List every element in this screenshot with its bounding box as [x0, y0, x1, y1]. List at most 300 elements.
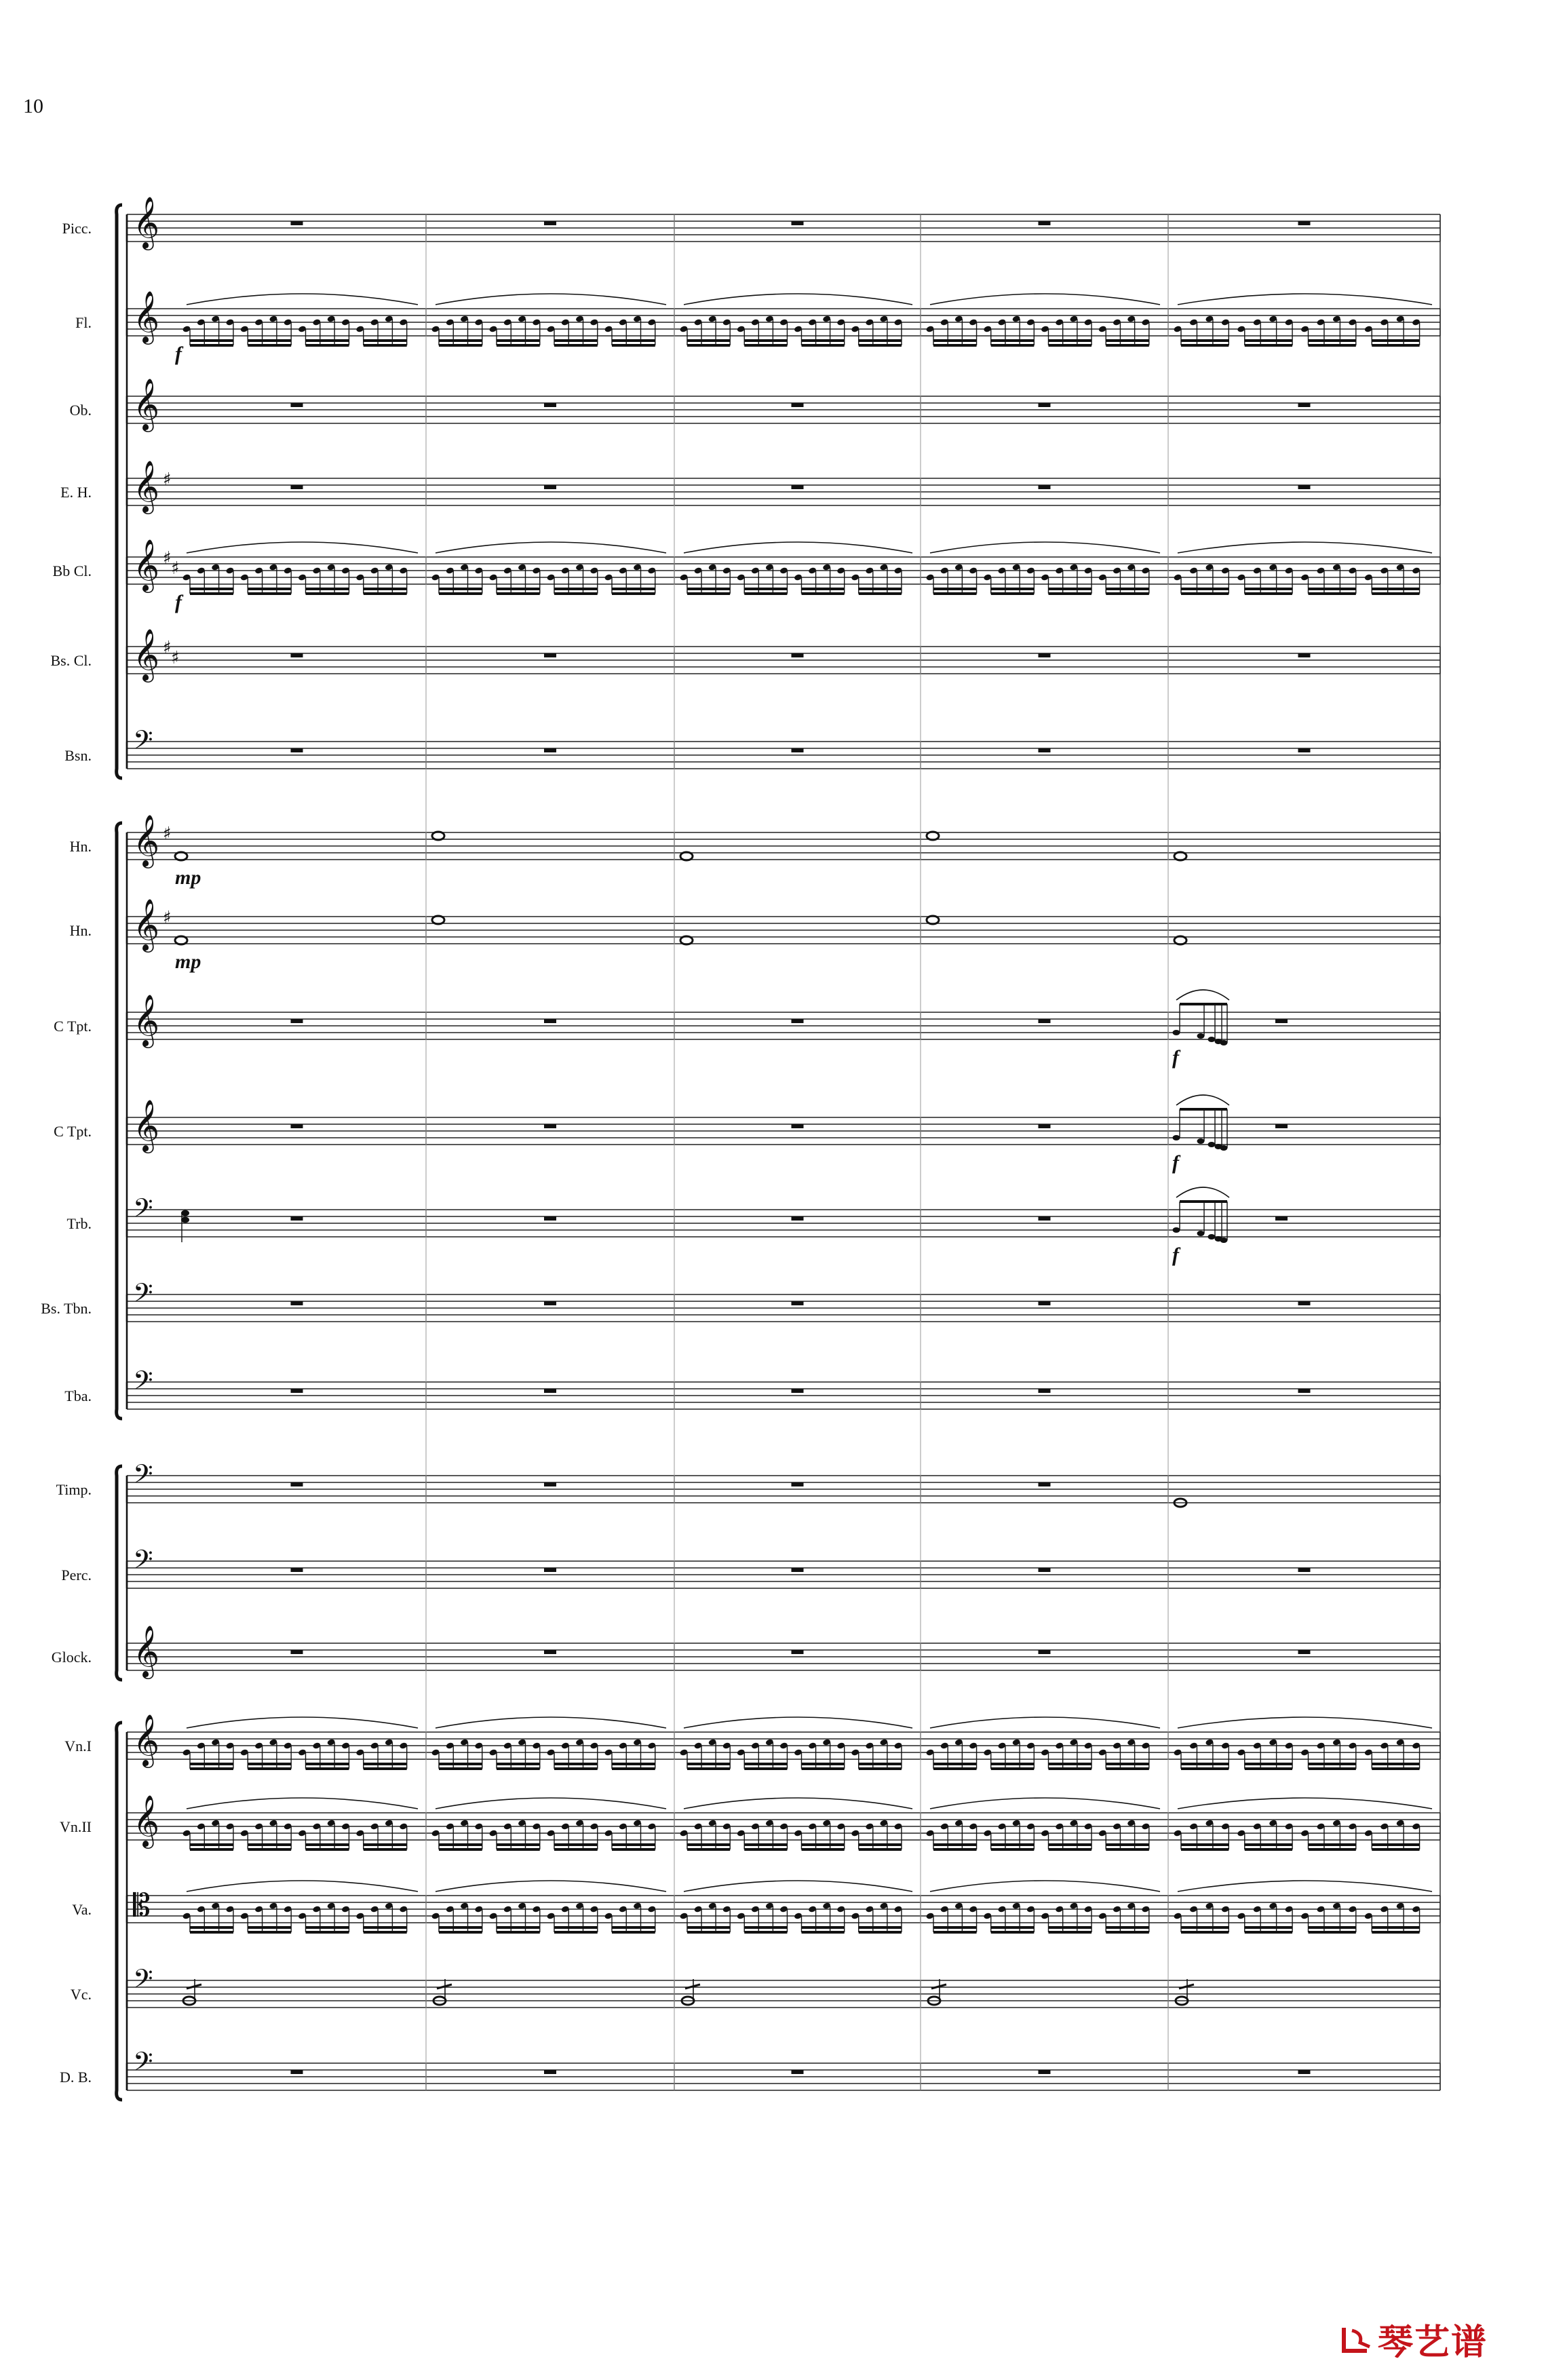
whole-rest: [544, 1216, 556, 1221]
beam: [554, 592, 598, 595]
whole-rest: [1298, 403, 1311, 407]
tremolo-stroke: [437, 1984, 452, 1989]
beam: [687, 344, 730, 347]
beam: [1181, 588, 1229, 590]
beam: [802, 344, 845, 347]
beam: [687, 1926, 730, 1929]
instrument-label: Ob.: [69, 402, 92, 419]
beam: [1372, 339, 1419, 342]
beam: [364, 1843, 407, 1846]
tremolo-stroke: [931, 1984, 946, 1989]
whole-rest: [792, 1216, 804, 1221]
beam: [1106, 344, 1149, 347]
beam: [554, 1767, 598, 1770]
slur: [436, 294, 666, 305]
whole-rest: [291, 1568, 303, 1572]
beam: [802, 339, 845, 342]
beam: [497, 1926, 540, 1929]
beam: [933, 339, 977, 342]
treble-clef-icon: 𝄞: [133, 196, 160, 248]
slur: [684, 1881, 912, 1892]
beam: [306, 344, 349, 347]
whole-rest: [1039, 221, 1051, 225]
beam: [1106, 592, 1149, 595]
beam: [554, 1848, 598, 1851]
beam: [687, 1848, 730, 1851]
beam: [612, 1767, 655, 1770]
treble-clef-icon: 𝄞: [133, 1714, 160, 1766]
beam: [497, 592, 540, 595]
beam: [1372, 344, 1419, 347]
beam: [306, 1767, 349, 1770]
instrument-label: E. H.: [60, 484, 92, 501]
slur: [1176, 1187, 1229, 1197]
beam: [248, 1843, 291, 1846]
dynamic-marking: f: [1172, 1244, 1179, 1266]
note-head: [1208, 1037, 1216, 1042]
instrument-label: Vn.I: [64, 1738, 92, 1754]
instrument-label: Bb Cl.: [52, 562, 92, 579]
whole-rest: [1039, 1216, 1051, 1221]
whole-rest: [291, 1389, 303, 1393]
beam: [1245, 1926, 1292, 1929]
beam: [933, 1931, 977, 1934]
beam: [687, 339, 730, 342]
whole-rest: [291, 748, 303, 752]
slur: [187, 542, 418, 553]
beam: [1049, 344, 1092, 347]
beam: [190, 1848, 233, 1851]
beam: [802, 1926, 845, 1929]
whole-rest: [792, 2070, 804, 2074]
beam: [190, 1926, 233, 1929]
beam: [1372, 588, 1419, 590]
beam: [933, 344, 977, 347]
note-head: [1173, 1135, 1180, 1140]
beam: [364, 588, 407, 590]
beam: [859, 588, 902, 590]
beam: [933, 1843, 977, 1846]
beam: [1245, 1848, 1292, 1851]
beam: [497, 1931, 540, 1934]
beam: [991, 588, 1035, 590]
whole-rest: [291, 221, 303, 225]
beam: [248, 588, 291, 590]
beam: [802, 592, 845, 595]
instrument-label: D. B.: [59, 2069, 92, 2086]
bass-clef-icon: 𝄢: [133, 1365, 153, 1402]
beam: [991, 592, 1035, 595]
slur: [1178, 1717, 1432, 1728]
beam: [933, 588, 977, 590]
beam: [744, 1843, 787, 1846]
sharp-icon: ♯: [163, 469, 172, 490]
beam: [497, 1763, 540, 1765]
beam: [248, 339, 291, 342]
beam: [248, 344, 291, 347]
beam: [1181, 592, 1229, 595]
whole-rest: [792, 403, 804, 407]
beam: [744, 1848, 787, 1851]
beam: [1245, 592, 1292, 595]
sharp-icon: ♯: [171, 558, 180, 579]
beam: [744, 1931, 787, 1934]
whole-rest: [1039, 1650, 1051, 1654]
whole-rest: [544, 653, 556, 657]
beam: [612, 1926, 655, 1929]
whole-rest: [792, 485, 804, 489]
whole-rest: [1039, 1301, 1051, 1305]
whole-rest: [792, 1124, 804, 1128]
beam: [1180, 1108, 1227, 1111]
slur: [930, 1717, 1160, 1728]
beam: [364, 592, 407, 595]
beam: [306, 588, 349, 590]
beam: [1181, 1767, 1229, 1770]
beam: [1245, 344, 1292, 347]
beam: [364, 1848, 407, 1851]
beam: [1106, 1767, 1149, 1770]
beam: [859, 1926, 902, 1929]
whole-rest: [1039, 1568, 1051, 1572]
beam: [991, 1931, 1035, 1934]
slur: [187, 1717, 418, 1728]
beam: [1181, 1931, 1229, 1934]
beam: [497, 344, 540, 347]
beam: [306, 1931, 349, 1934]
beam: [439, 1926, 482, 1929]
beam: [439, 1767, 482, 1770]
whole-rest: [792, 748, 804, 752]
beam: [1106, 1931, 1149, 1934]
whole-rest: [544, 1301, 556, 1305]
beam: [554, 1926, 598, 1929]
whole-rest: [291, 1650, 303, 1654]
beam: [1309, 592, 1356, 595]
beam: [248, 1931, 291, 1934]
beam: [802, 1848, 845, 1851]
bass-clef-icon: 𝄢: [133, 1459, 153, 1495]
beam: [802, 1843, 845, 1846]
treble-clef-icon: 𝄞: [133, 378, 160, 430]
beam: [1049, 588, 1092, 590]
beam: [306, 592, 349, 595]
instrument-label: Bsn.: [64, 747, 92, 764]
bass-clef-icon: 𝄢: [133, 725, 153, 761]
treble-clef-icon: 𝄞: [133, 1794, 160, 1847]
beam: [1372, 1931, 1419, 1934]
beam: [439, 1843, 482, 1846]
beam: [859, 339, 902, 342]
beam: [1049, 1926, 1092, 1929]
dynamic-marking: f: [1172, 1151, 1179, 1174]
beam: [687, 588, 730, 590]
dynamic-marking: mp: [175, 866, 201, 889]
bass-clef-icon: 𝄢: [133, 2046, 153, 2083]
beam: [859, 1931, 902, 1934]
beam: [190, 344, 233, 347]
beam: [859, 1843, 902, 1846]
beam: [554, 1843, 598, 1846]
whole-rest: [1039, 1389, 1051, 1393]
beam: [859, 592, 902, 595]
beam: [1180, 1200, 1227, 1203]
bass-clef-icon: 𝄢: [133, 1963, 153, 2000]
whole-rest: [1298, 1568, 1311, 1572]
slur: [1176, 1095, 1229, 1105]
treble-clef-icon: 𝄞: [133, 994, 160, 1046]
beam: [687, 1931, 730, 1934]
note-head: [181, 1217, 189, 1223]
alto-clef-icon: 𝄡: [133, 1887, 151, 1923]
beam: [1309, 1843, 1356, 1846]
whole-rest: [544, 1650, 556, 1654]
beam: [248, 1926, 291, 1929]
beam: [1049, 1763, 1092, 1765]
group-bracket: [117, 823, 122, 1419]
beam: [1106, 1763, 1149, 1765]
whole-rest: [291, 485, 303, 489]
slur: [436, 1881, 666, 1892]
whole-rest: [544, 1124, 556, 1128]
beam: [364, 344, 407, 347]
whole-rest: [1298, 1650, 1311, 1654]
whole-rest: [1039, 2070, 1051, 2074]
sharp-icon: ♯: [171, 648, 180, 668]
slur: [684, 1798, 912, 1809]
beam: [1245, 1763, 1292, 1765]
slur: [1178, 294, 1432, 305]
whole-rest: [1298, 1389, 1311, 1393]
whole-rest: [1039, 1482, 1051, 1486]
slur: [436, 542, 666, 553]
note-head: [1173, 1030, 1180, 1035]
slur: [1178, 1798, 1432, 1809]
instrument-label: Tba.: [64, 1387, 92, 1404]
beam: [497, 1848, 540, 1851]
beam: [1180, 1003, 1227, 1005]
dynamic-marking: f: [1172, 1046, 1179, 1069]
instrument-label: Hn.: [69, 838, 92, 855]
beam: [1049, 339, 1092, 342]
beam: [1106, 588, 1149, 590]
beam: [687, 1843, 730, 1846]
note-head: [181, 1210, 189, 1216]
beam: [1181, 1763, 1229, 1765]
beam: [190, 1843, 233, 1846]
whole-rest: [291, 403, 303, 407]
beam: [1049, 1931, 1092, 1934]
beam: [744, 1763, 787, 1765]
whole-rest: [1298, 1301, 1311, 1305]
whole-rest: [792, 1650, 804, 1654]
beam: [1106, 339, 1149, 342]
beam: [744, 1767, 787, 1770]
beam: [744, 339, 787, 342]
beam: [991, 344, 1035, 347]
beam: [306, 1763, 349, 1765]
beam: [306, 1848, 349, 1851]
tremolo-stroke: [187, 1984, 201, 1989]
tremolo-stroke: [1179, 1984, 1194, 1989]
beam: [933, 1926, 977, 1929]
beam: [439, 344, 482, 347]
beam: [1049, 1848, 1092, 1851]
instrument-label: Perc.: [61, 1567, 92, 1584]
beam: [1106, 1848, 1149, 1851]
beam: [1309, 344, 1356, 347]
beam: [1245, 1843, 1292, 1846]
beam: [687, 1763, 730, 1765]
whole-rest: [1039, 403, 1051, 407]
slur: [187, 294, 418, 305]
whole-rest: [291, 1301, 303, 1305]
beam: [497, 1767, 540, 1770]
beam: [612, 592, 655, 595]
beam: [859, 344, 902, 347]
beam: [1245, 588, 1292, 590]
beam: [1372, 1843, 1419, 1846]
beam: [1245, 1931, 1292, 1934]
dynamic-marking: f: [175, 343, 182, 365]
beam: [859, 1767, 902, 1770]
whole-rest: [544, 1389, 556, 1393]
whole-rest: [544, 748, 556, 752]
beam: [991, 1848, 1035, 1851]
treble-clef-icon: 𝄞: [133, 460, 160, 512]
beam: [554, 588, 598, 590]
whole-rest: [291, 1482, 303, 1486]
beam: [1372, 1848, 1419, 1851]
treble-clef-icon: 𝄞: [133, 1099, 160, 1151]
slur: [684, 1717, 912, 1728]
beam: [497, 1843, 540, 1846]
beam: [1245, 339, 1292, 342]
beam: [190, 1763, 233, 1765]
slur: [930, 294, 1160, 305]
slur: [1176, 990, 1229, 1000]
beam: [306, 339, 349, 342]
whole-rest: [1298, 748, 1311, 752]
treble-clef-icon: 𝄞: [133, 628, 160, 680]
bass-clef-icon: 𝄢: [133, 1278, 153, 1314]
beam: [1372, 1926, 1419, 1929]
slur: [930, 1798, 1160, 1809]
beam: [439, 339, 482, 342]
whole-rest: [1039, 748, 1051, 752]
beam: [612, 344, 655, 347]
beam: [991, 1926, 1035, 1929]
whole-rest: [544, 2070, 556, 2074]
note-head: [1220, 1145, 1228, 1151]
beam: [1181, 339, 1229, 342]
whole-rest: [1298, 485, 1311, 489]
beam: [859, 1763, 902, 1765]
beam: [744, 592, 787, 595]
beam: [744, 588, 787, 590]
beam: [933, 1767, 977, 1770]
beam: [1181, 1843, 1229, 1846]
instrument-label: C Tpt.: [54, 1018, 92, 1035]
whole-rest: [291, 653, 303, 657]
beam: [991, 1763, 1035, 1765]
beam: [612, 1763, 655, 1765]
beam: [687, 592, 730, 595]
whole-rest: [544, 403, 556, 407]
beam: [933, 592, 977, 595]
beam: [859, 1848, 902, 1851]
page-number: 10: [23, 95, 43, 117]
beam: [612, 339, 655, 342]
logo-mark-icon: [1340, 2322, 1374, 2356]
beam: [1309, 1767, 1356, 1770]
beam: [1245, 1767, 1292, 1770]
whole-rest: [291, 1216, 303, 1221]
beam: [1372, 1763, 1419, 1765]
beam: [1372, 592, 1419, 595]
beam: [802, 1931, 845, 1934]
beam: [554, 344, 598, 347]
slur: [930, 542, 1160, 553]
beam: [439, 588, 482, 590]
half-rest: [1275, 1124, 1288, 1128]
bass-clef-icon: 𝄢: [133, 1544, 153, 1581]
slur: [436, 1798, 666, 1809]
beam: [1309, 339, 1356, 342]
sharp-icon: ♯: [163, 824, 172, 844]
instrument-label: Trb.: [66, 1215, 92, 1232]
beam: [439, 1763, 482, 1765]
whole-rest: [544, 1019, 556, 1023]
beam: [1106, 1926, 1149, 1929]
slur: [1178, 1881, 1432, 1892]
beam: [439, 1931, 482, 1934]
group-bracket: [117, 1466, 122, 1680]
note-head: [1173, 1227, 1180, 1233]
beam: [248, 592, 291, 595]
slur: [1178, 542, 1432, 553]
beam: [497, 588, 540, 590]
slur: [187, 1881, 418, 1892]
beam: [439, 592, 482, 595]
slur: [684, 542, 912, 553]
beam: [364, 1763, 407, 1765]
beam: [248, 1767, 291, 1770]
beam: [802, 588, 845, 590]
beam: [554, 1763, 598, 1765]
instrument-label: Va.: [72, 1901, 92, 1918]
treble-clef-icon: 𝄞: [133, 290, 160, 343]
sharp-icon: ♯: [163, 638, 172, 658]
whole-rest: [544, 221, 556, 225]
whole-rest: [544, 1482, 556, 1486]
beam: [1049, 1767, 1092, 1770]
dynamic-marking: f: [175, 591, 182, 613]
instrument-label: Fl.: [75, 314, 92, 331]
group-bracket: [117, 1723, 122, 2100]
beam: [1049, 592, 1092, 595]
whole-rest: [792, 1019, 804, 1023]
treble-clef-icon: 𝄞: [133, 539, 160, 591]
whole-rest: [1039, 1019, 1051, 1023]
sharp-icon: ♯: [163, 548, 172, 569]
instrument-label: Glock.: [51, 1649, 92, 1666]
watermark-logo: [1340, 2314, 1488, 2364]
treble-clef-icon: 𝄞: [133, 898, 160, 951]
whole-rest: [792, 653, 804, 657]
beam: [248, 1763, 291, 1765]
tremolo-stroke: [685, 1984, 700, 1989]
